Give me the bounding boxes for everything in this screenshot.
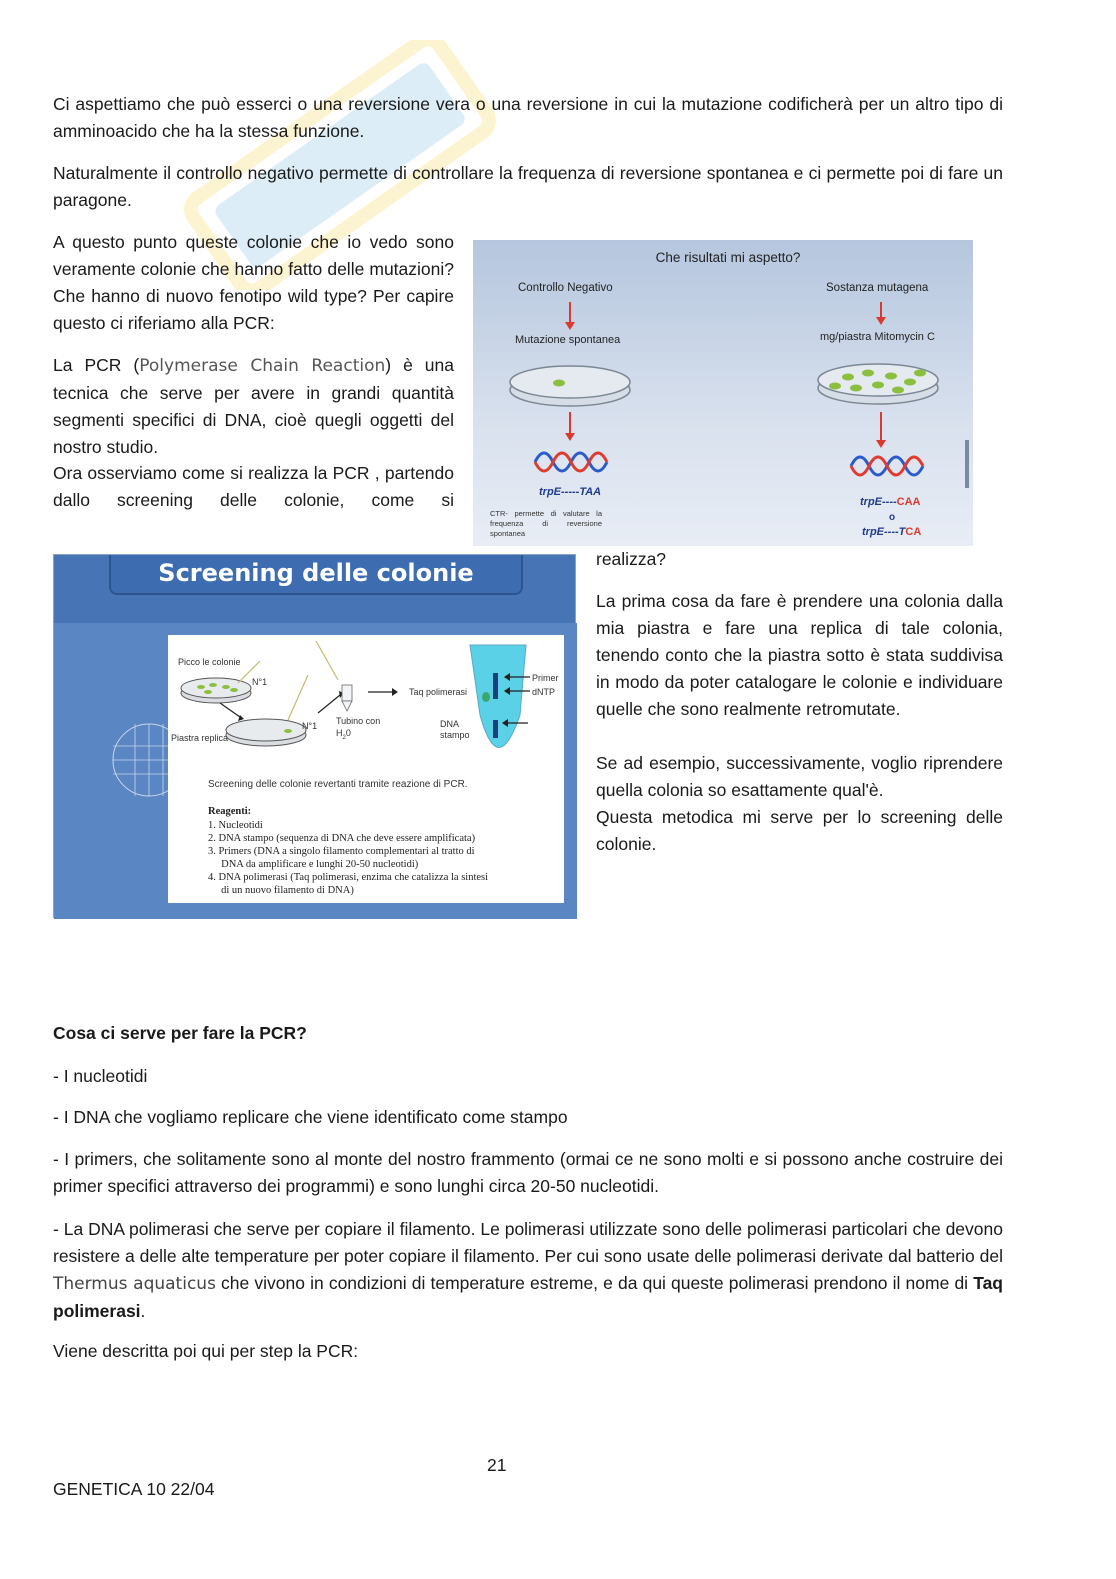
figure2-caption: Screening delle colonie revertanti tramite reazione di PCR.: [208, 779, 468, 790]
paragraph-4: La PCR (Polymerase Chain Reaction) è una tecnica che serve per avere in grandi quantità segmenti specifici di DNA, cioè quegli oggetti del nostro studio.: [53, 355, 455, 457]
thermus-aquaticus: Thermus aquaticus: [53, 1274, 216, 1294]
paragraph-5-end: realizza?: [596, 549, 667, 569]
figure-expected-results: [473, 240, 973, 546]
label-spontaneous-mutation: Mutazione spontanea: [515, 334, 621, 346]
label-n1-top: N°1: [252, 677, 268, 687]
taq-polimerasi: Taq polimerasi: [53, 1273, 1004, 1321]
paragraph-7: Se ad esempio, successivamente, voglio riprendere quella colonia so esattamente qual'è.: [596, 753, 1003, 800]
figure2-title: Screening delle colonie: [109, 555, 523, 595]
paragraph-last: Viene descritta poi qui per step la PCR:: [53, 1341, 359, 1361]
figure2-panel: [168, 635, 564, 903]
reagenti-item-3b: DNA da amplificare e lunghi 20-50 nucleotidi): [208, 859, 419, 870]
figure-colony-screening: [53, 554, 576, 918]
paragraph-1: Ci aspettiamo che può esserci o una reversione vera o una reversione in cui la mutazione codificherà per un altro tipo di amminoacido che ha la stessa funzione.: [53, 94, 1003, 141]
label-tubino: Tubino con $H_20$: [336, 716, 381, 741]
label-negative-control: Controllo Negativo: [518, 282, 613, 294]
right-sequence-2: trpE----TCA: [862, 526, 922, 538]
label-piastra: Piastra replica: [171, 733, 229, 743]
ctr-note: CTR- permette di valutare la frequenza di reversione spontanea: [490, 509, 602, 538]
paragraph-5: Ora osserviamo come si realizza la PCR , partendo dallo screening delle colonie, come si: [53, 463, 454, 510]
label-n1-bottom: N°1: [302, 721, 318, 731]
right-sequence-or: o: [889, 512, 896, 523]
list-item-4: - La DNA polimerasi che serve per copiare il filamento. Le polimerasi utilizzate sono delle polimerasi particolari che devono resistere a delle alte temperature per poter copiare il filamento. Per cui sono usate delle polimerasi derivate dal batterio del Thermus aquaticus che vivono in condizioni di temperature estreme, e da qui queste polimerasi prendono il nome di Taq polimerasi.: [53, 1219, 1004, 1321]
label-dna-stampo: DNA stampo: [440, 719, 470, 740]
pcr-full-name: Polymerase Chain Reaction: [139, 356, 386, 376]
paragraph-3: A questo punto queste colonie che io vedo sono veramente colonie che hanno fatto delle mutazioni? Che hanno di nuovo fenotipo wild type? Per capire questo ci riferiamo alla PCR:: [53, 232, 454, 333]
label-mitomycin: mg/piastra Mitomycin C: [820, 331, 935, 343]
reagenti-item-3: 3. Primers (DNA a singolo filamento complementari al tratto di: [208, 846, 475, 857]
reagenti-item-4: 4. DNA polimerasi (Taq polimerasi, enzima che catalizza la sintesi: [208, 872, 489, 883]
label-dntp: dNTP: [532, 687, 556, 697]
footer-label: GENETICA 10 22/04: [53, 1479, 215, 1499]
right-sequence-1: trpE----CAA: [860, 496, 921, 508]
section-heading: Cosa ci serve per fare la PCR?: [53, 1023, 307, 1043]
list-item-3: - I primers, che solitamente sono al monte del nostro frammento (ormai ce ne sono molti e si possono anche costruire dei primer specifici attraverso dei programmi) e sono lunghi circa 20-50 nucleotidi.: [53, 1149, 1003, 1196]
label-taq: Taq polimerasi: [409, 687, 468, 697]
reagenti-item-2: 2. DNA stampo (sequenza di DNA che deve essere amplificata): [208, 833, 476, 844]
label-picco: Picco le colonie: [178, 657, 241, 667]
list-item-1: - I nucleotidi: [53, 1066, 148, 1086]
left-sequence: trpE-----TAA: [539, 486, 602, 498]
reagenti-title: Reagenti:: [208, 806, 252, 817]
label-primer: Primer: [532, 673, 559, 683]
figure1-title: Che risultati mi aspetto?: [655, 250, 801, 265]
list-item-2: - I DNA che vogliamo replicare che viene identificato come stampo: [53, 1107, 568, 1127]
paragraph-6: La prima cosa da fare è prendere una colonia dalla mia piastra e fare una replica di tale colonia, tenendo conto che la piastra sotto è stata suddivisa in modo da poter catalogare le colonie e individuare quelle che sono realmente retromutate.: [596, 591, 1003, 719]
paragraph-2: Naturalmente il controllo negativo permette di controllare la frequenza di reversione spontanea e ci permette poi di fare un paragone.: [53, 163, 1003, 210]
label-mutagen: Sostanza mutagena: [826, 282, 929, 294]
paragraph-8: Questa metodica mi serve per lo screening delle colonie.: [596, 807, 1003, 854]
reagenti-item-4b: di un nuovo filamento di DNA): [208, 885, 354, 896]
page-number: 21: [487, 1455, 507, 1475]
reagenti-item-1: 1. Nucleotidi: [208, 820, 263, 831]
